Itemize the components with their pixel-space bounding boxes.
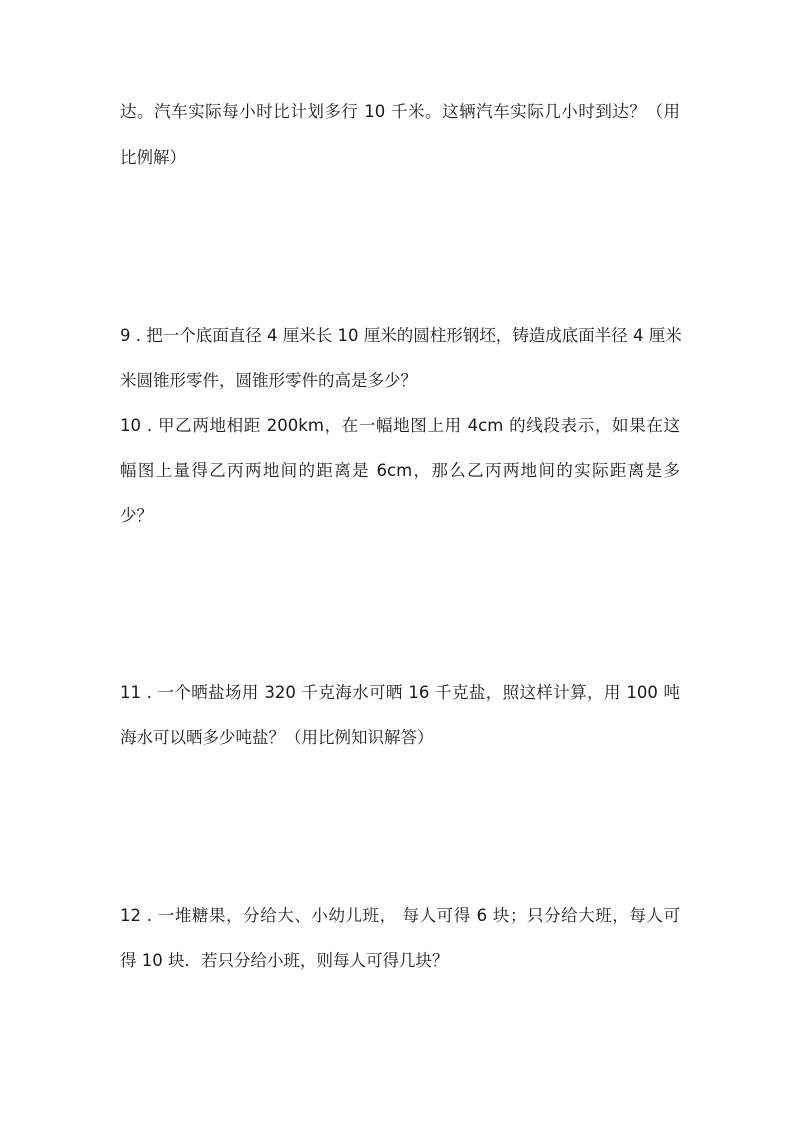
problem-11-line-1: 11 . 一个晒盐场用 320 千克海水可晒 16 千克盐，照这样计算，用 100 吨: [120, 683, 680, 702]
problem-9-line-1: 9 . 把一个底面直径 4 厘米长 10 厘米的圆柱形钢坯，铸造成底面半径 4 厘米: [120, 326, 682, 345]
problem-10-line-3: 少？: [120, 506, 153, 525]
problem-8-line-2: 比例解）: [120, 148, 186, 167]
problem-10-line-2: 幅图上量得乙丙两地间的距离是 6cm，那么乙丙两地间的实际距离是多: [120, 461, 680, 480]
problem-12-line-2: 得 10 块．若只分给小班，则每人可得几块？: [120, 951, 449, 970]
problem-9-line-2: 米圆锥形零件，圆锥形零件的高是多少？: [120, 371, 417, 390]
problem-10-line-1: 10 . 甲乙两地相距 200km，在一幅地图上用 4cm 的线段表示，如果在这: [120, 416, 680, 435]
problem-11-line-2: 海水可以晒多少吨盐？（用比例知识解答）: [120, 728, 434, 747]
problem-12-line-1: 12 . 一堆糖果，分给大、小幼儿班， 每人可得 6 块；只分给大班，每人可: [120, 906, 680, 925]
problem-8-line-1: 达。汽车实际每小时比计划多行 10 千米。这辆汽车实际几小时到达？（用: [120, 102, 680, 121]
